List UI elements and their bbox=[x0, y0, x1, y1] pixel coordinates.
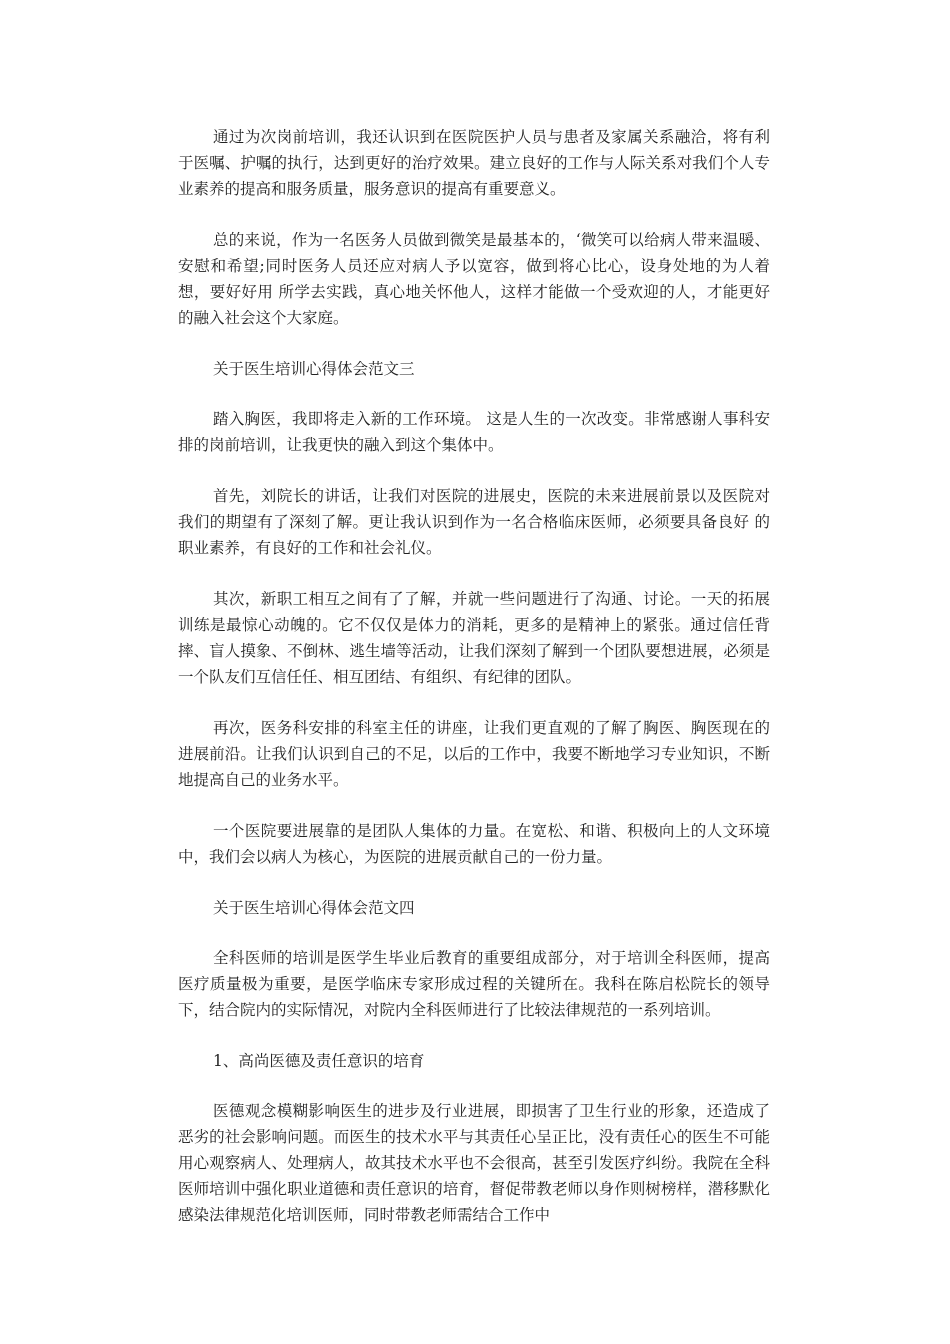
paragraph-medical-ethics: 医德观念模糊影响医生的进步及行业进展，即损害了卫生行业的形象，还造成了恶劣的社会影响问题。而医生的技术水平与其责任心呈正比，没有责任心的医生不可能用心观察病人、处理病人，故其技术水平也不会很高，甚至引发医疗纠纷。我院在全科医师培训中强化职业道德和责任意识的培育，督促带教老师以身作则树榜样，潜移默化感染法律规范化培训医师，同时带教老师需结合工作中 bbox=[178, 1102, 770, 1224]
paragraph-general-practitioner-training: 全科医师的培训是医学生毕业后教育的重要组成部分，对于培训全科医师，提高医疗质量极为重要，是医学临床专家形成过程的关键所在。我科在陈启松院长的领导下，结合院内的实际情况，对院内全科医师进行了比较法律规范的一系列培训。 bbox=[178, 949, 770, 1019]
paragraph-team-strength: 一个医院要进展靠的是团队人集体的力量。在宽松、和谐、积极向上的人文环境中，我们会以病人为核心，为医院的进展贡献自己的一份力量。 bbox=[178, 822, 770, 866]
paragraph-third-lectures: 再次，医务科安排的科室主任的讲座，让我们更直观的了解了胸医、胸医现在的进展前沿。让我们认识到自己的不足，以后的工作中，我要不断地学习专业知识，不断地提高自己的业务水平。 bbox=[178, 719, 770, 789]
document-body bbox=[178, 124, 770, 1228]
subheading-medical-ethics: 1、高尚医德及责任意识的培育 bbox=[213, 1052, 425, 1070]
paragraph-summary-smile: 总的来说，作为一名医务人员做到微笑是最基本的，‘微笑可以给病人带来温暖、安慰和希望;同时医务人员还应对病人予以宽容，做到将心比心，设身处地的为人着想，要好好用 所学去实践，真心地关怀他人，这样才能做一个受欢迎的人，才能更好的融入社会这个大家庭。 bbox=[178, 231, 770, 327]
paragraph-training-relations: 通过为次岗前培训，我还认识到在医院医护人员与患者及家属关系融洽，将有利于医嘱、护嘱的执行，达到更好的治疗效果。建立良好的工作与人际关系对我们个人专业素养的提高和服务质量，服务意识的提高有重要意义。 bbox=[178, 128, 770, 198]
paragraph-first-president-speech: 首先，刘院长的讲话，让我们对医院的进展史，医院的未来进展前景以及医院对我们的期望有了深刻了解。更让我认识到作为一名合格临床医师，必须要具备良好 的职业素养，有良好的工作和社会礼仪。 bbox=[178, 487, 770, 557]
section-heading-sample-four: 关于医生培训心得体会范文四 bbox=[213, 899, 415, 917]
paragraph-entering-hospital: 踏入胸医，我即将走入新的工作环境。 这是人生的一次改变。非常感谢人事科安排的岗前培训，让我更快的融入到这个集体中。 bbox=[178, 410, 770, 454]
section-heading-sample-three: 关于医生培训心得体会范文三 bbox=[213, 360, 415, 378]
paragraph-second-team-building: 其次，新职工相互之间有了了解，并就一些问题进行了沟通、讨论。一天的拓展训练是最惊心动魄的。它不仅仅是体力的消耗，更多的是精神上的紧张。通过信任背摔、盲人摸象、不倒林、逃生墙等活动，让我们深刻了解到一个团队要想进展，必须是一个队友们互信任任、相互团结、有组织、有纪律的团队。 bbox=[178, 590, 770, 686]
